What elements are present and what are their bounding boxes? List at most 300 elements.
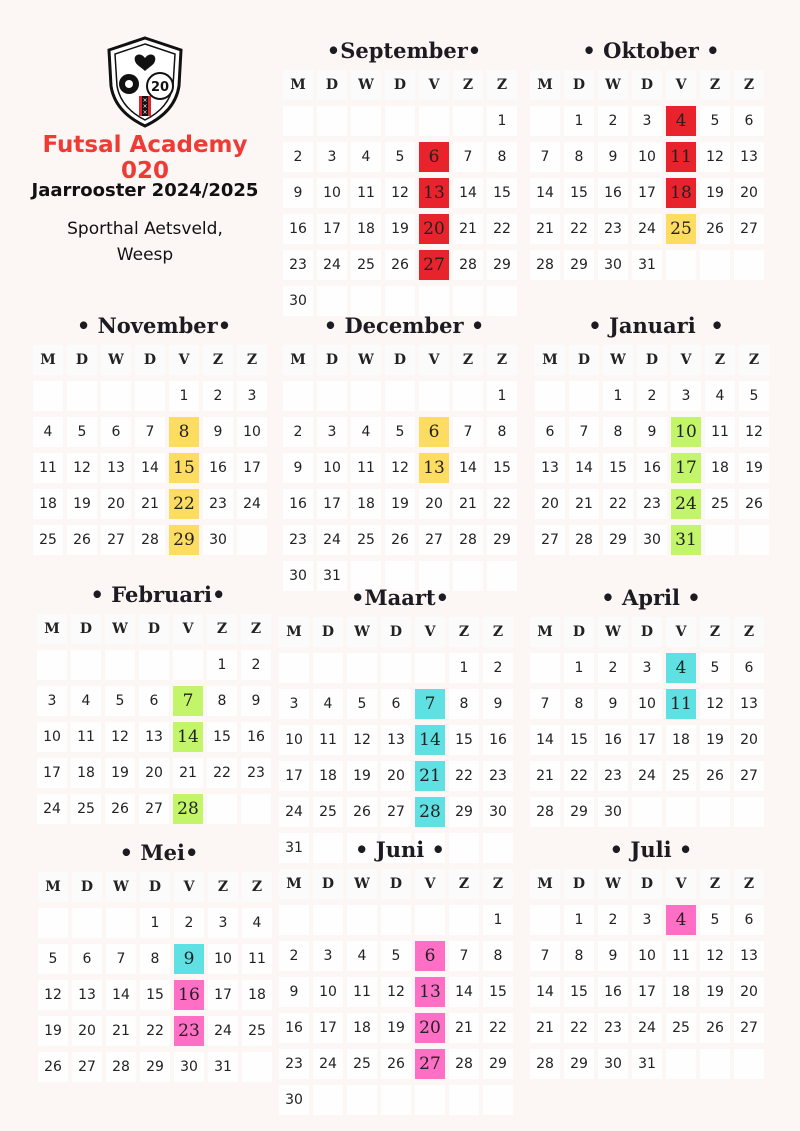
weekday-header: D <box>381 869 411 899</box>
weekday-header: W <box>603 345 633 375</box>
day-cell: 29 <box>564 797 594 827</box>
empty-cell <box>139 650 169 680</box>
day-cell: 18 <box>666 977 696 1007</box>
day-cell: 23 <box>637 489 667 519</box>
weekday-header: V <box>173 614 203 644</box>
day-cell: 1 <box>169 381 199 411</box>
day-cell: 7 <box>530 142 560 172</box>
weekday-header: Z <box>487 70 517 100</box>
day-cell: 26 <box>700 761 730 791</box>
day-cell: 21 <box>135 489 165 519</box>
day-cell: 2 <box>598 905 628 935</box>
day-cell: 8 <box>564 689 594 719</box>
day-cell: 22 <box>564 214 594 244</box>
training-day: 6 <box>415 941 445 971</box>
day-cell: 3 <box>313 941 343 971</box>
empty-cell <box>37 650 67 680</box>
training-day: 22 <box>169 489 199 519</box>
day-cell: 11 <box>71 722 101 752</box>
day-cell: 4 <box>347 941 377 971</box>
weekday-header: Z <box>207 614 237 644</box>
month-title: • Juli • <box>609 837 693 862</box>
training-day: 14 <box>415 725 445 755</box>
empty-cell <box>347 653 377 683</box>
training-day: 4 <box>666 905 696 935</box>
day-cell: 29 <box>449 797 479 827</box>
day-cell: 23 <box>283 525 313 555</box>
day-cell: 30 <box>598 797 628 827</box>
weekday-header: D <box>381 617 411 647</box>
day-cell: 2 <box>283 417 313 447</box>
day-cell: 26 <box>347 797 377 827</box>
weekday-header: D <box>564 869 594 899</box>
weekday-header: Z <box>700 617 730 647</box>
day-cell: 2 <box>174 908 204 938</box>
weekday-header: V <box>666 869 696 899</box>
weekday-header: Z <box>734 70 764 100</box>
training-day: 23 <box>174 1016 204 1046</box>
day-cell: 27 <box>535 525 565 555</box>
day-cell: 11 <box>33 453 63 483</box>
training-day: 14 <box>173 722 203 752</box>
empty-cell <box>419 106 449 136</box>
day-cell: 20 <box>734 178 764 208</box>
day-cell: 24 <box>632 1013 662 1043</box>
weekday-header: M <box>37 614 67 644</box>
weekday-header: D <box>385 345 415 375</box>
day-cell: 6 <box>734 106 764 136</box>
empty-cell <box>381 905 411 935</box>
empty-cell <box>381 1085 411 1115</box>
day-cell: 25 <box>242 1016 272 1046</box>
day-cell: 19 <box>385 214 415 244</box>
day-cell: 30 <box>483 797 513 827</box>
day-cell: 1 <box>564 905 594 935</box>
day-cell: 22 <box>483 1013 513 1043</box>
schedule-subtitle: Jaarrooster 2024/2025 <box>31 180 259 201</box>
empty-cell <box>487 286 517 316</box>
day-cell: 10 <box>237 417 267 447</box>
weekday-header: M <box>33 345 63 375</box>
venue-address <box>20 216 270 268</box>
day-cell: 23 <box>598 1013 628 1043</box>
day-cell: 7 <box>449 941 479 971</box>
day-cell: 26 <box>38 1052 68 1082</box>
day-cell: 28 <box>569 525 599 555</box>
day-cell: 30 <box>598 250 628 280</box>
day-cell: 19 <box>700 178 730 208</box>
training-day: 16 <box>174 980 204 1010</box>
day-cell: 6 <box>72 944 102 974</box>
weekday-header: W <box>347 869 377 899</box>
day-cell: 24 <box>237 489 267 519</box>
day-cell: 1 <box>140 908 170 938</box>
weekday-header: D <box>637 345 667 375</box>
day-cell: 2 <box>283 142 313 172</box>
empty-cell <box>530 106 560 136</box>
day-cell: 3 <box>37 686 67 716</box>
day-cell: 5 <box>385 142 415 172</box>
day-cell: 14 <box>530 725 560 755</box>
day-cell: 11 <box>347 977 377 1007</box>
day-cell: 5 <box>67 417 97 447</box>
training-day: 7 <box>173 686 203 716</box>
day-cell: 26 <box>700 214 730 244</box>
empty-cell <box>313 905 343 935</box>
weekday-header: Z <box>700 70 730 100</box>
weekday-header: Z <box>208 872 238 902</box>
day-cell: 22 <box>207 758 237 788</box>
day-cell: 16 <box>279 1013 309 1043</box>
day-cell: 14 <box>530 178 560 208</box>
day-cell: 1 <box>603 381 633 411</box>
day-cell: 2 <box>598 653 628 683</box>
training-day: 6 <box>419 142 449 172</box>
empty-cell <box>705 525 735 555</box>
empty-cell <box>351 381 381 411</box>
training-day: 31 <box>671 525 701 555</box>
day-cell: 4 <box>71 686 101 716</box>
day-cell: 28 <box>453 525 483 555</box>
day-cell: 26 <box>700 1013 730 1043</box>
weekday-header: D <box>313 869 343 899</box>
day-cell: 27 <box>139 794 169 824</box>
day-cell: 8 <box>487 142 517 172</box>
training-day: 4 <box>666 106 696 136</box>
weekday-header: Z <box>734 617 764 647</box>
day-cell: 12 <box>700 142 730 172</box>
day-cell: 11 <box>666 941 696 971</box>
day-cell: 6 <box>139 686 169 716</box>
day-cell: 17 <box>208 980 238 1010</box>
weekday-header: M <box>535 345 565 375</box>
day-cell: 3 <box>317 142 347 172</box>
weekday-header: W <box>347 617 377 647</box>
training-day: 4 <box>666 653 696 683</box>
day-cell: 25 <box>666 1013 696 1043</box>
weekday-header: W <box>351 70 381 100</box>
day-cell: 6 <box>535 417 565 447</box>
day-cell: 5 <box>700 653 730 683</box>
training-day: 24 <box>671 489 701 519</box>
empty-cell <box>449 905 479 935</box>
day-cell: 22 <box>449 761 479 791</box>
day-cell: 12 <box>700 689 730 719</box>
day-cell: 3 <box>208 908 238 938</box>
day-cell: 5 <box>38 944 68 974</box>
day-cell: 10 <box>279 725 309 755</box>
training-day: 13 <box>419 178 449 208</box>
empty-cell <box>700 250 730 280</box>
day-cell: 10 <box>632 689 662 719</box>
weekday-header: W <box>101 345 131 375</box>
venue-line-1: Sporthal Aetsveld, <box>67 219 223 239</box>
day-cell: 20 <box>381 761 411 791</box>
day-cell: 7 <box>569 417 599 447</box>
day-cell: 28 <box>530 797 560 827</box>
day-cell: 13 <box>381 725 411 755</box>
day-cell: 25 <box>351 250 381 280</box>
day-cell: 26 <box>385 525 415 555</box>
empty-cell <box>666 1049 696 1079</box>
day-cell: 23 <box>241 758 271 788</box>
weekday-header: D <box>632 869 662 899</box>
day-cell: 8 <box>487 417 517 447</box>
day-cell: 27 <box>734 1013 764 1043</box>
day-cell: 1 <box>483 905 513 935</box>
day-cell: 19 <box>38 1016 68 1046</box>
empty-cell <box>279 905 309 935</box>
empty-cell <box>101 381 131 411</box>
day-cell: 24 <box>632 214 662 244</box>
day-cell: 28 <box>453 250 483 280</box>
day-cell: 16 <box>598 977 628 1007</box>
day-cell: 12 <box>700 941 730 971</box>
day-cell: 10 <box>632 142 662 172</box>
weekday-header: D <box>313 617 343 647</box>
day-cell: 4 <box>313 689 343 719</box>
day-cell: 28 <box>530 250 560 280</box>
day-cell: 9 <box>483 689 513 719</box>
day-cell: 23 <box>483 761 513 791</box>
day-cell: 18 <box>313 761 343 791</box>
academy-title: Futsal Academy 020 <box>42 132 248 184</box>
empty-cell <box>700 797 730 827</box>
day-cell: 6 <box>101 417 131 447</box>
day-cell: 10 <box>317 178 347 208</box>
day-cell: 21 <box>449 1013 479 1043</box>
empty-cell <box>632 797 662 827</box>
empty-cell <box>453 381 483 411</box>
empty-cell <box>449 1085 479 1115</box>
day-cell: 8 <box>603 417 633 447</box>
day-cell: 16 <box>598 725 628 755</box>
day-cell: 31 <box>632 250 662 280</box>
day-cell: 30 <box>279 1085 309 1115</box>
day-cell: 15 <box>487 453 517 483</box>
day-cell: 7 <box>453 417 483 447</box>
day-cell: 19 <box>739 453 769 483</box>
day-cell: 22 <box>487 489 517 519</box>
day-cell: 20 <box>734 977 764 1007</box>
day-cell: 11 <box>351 178 381 208</box>
day-cell: 13 <box>535 453 565 483</box>
day-cell: 8 <box>449 689 479 719</box>
day-cell: 19 <box>385 489 415 519</box>
training-day: 18 <box>666 178 696 208</box>
day-cell: 26 <box>739 489 769 519</box>
empty-cell <box>33 381 63 411</box>
empty-cell <box>419 381 449 411</box>
day-cell: 1 <box>564 653 594 683</box>
day-cell: 13 <box>734 142 764 172</box>
day-cell: 4 <box>351 417 381 447</box>
weekday-header: V <box>671 345 701 375</box>
day-cell: 4 <box>705 381 735 411</box>
day-cell: 23 <box>598 761 628 791</box>
weekday-header: Z <box>700 869 730 899</box>
day-cell: 26 <box>67 525 97 555</box>
day-cell: 1 <box>487 381 517 411</box>
weekday-header: M <box>279 869 309 899</box>
month-title: •September• <box>326 38 482 63</box>
day-cell: 27 <box>72 1052 102 1082</box>
day-cell: 14 <box>453 453 483 483</box>
empty-cell <box>237 525 267 555</box>
day-cell: 12 <box>385 178 415 208</box>
empty-cell <box>415 653 445 683</box>
empty-cell <box>530 653 560 683</box>
empty-cell <box>415 905 445 935</box>
weekday-header: V <box>666 617 696 647</box>
day-cell: 20 <box>419 489 449 519</box>
day-cell: 31 <box>208 1052 238 1082</box>
day-cell: 3 <box>279 689 309 719</box>
day-cell: 16 <box>283 214 313 244</box>
day-cell: 3 <box>317 417 347 447</box>
month-title: • Januari • <box>588 313 724 338</box>
day-cell: 16 <box>598 178 628 208</box>
day-cell: 27 <box>101 525 131 555</box>
day-cell: 14 <box>449 977 479 1007</box>
day-cell: 9 <box>637 417 667 447</box>
weekday-header: M <box>283 70 313 100</box>
day-cell: 6 <box>734 653 764 683</box>
empty-cell <box>72 908 102 938</box>
day-cell: 8 <box>207 686 237 716</box>
day-cell: 15 <box>564 178 594 208</box>
day-cell: 18 <box>351 214 381 244</box>
day-cell: 8 <box>483 941 513 971</box>
weekday-header: Z <box>483 617 513 647</box>
day-cell: 20 <box>72 1016 102 1046</box>
day-cell: 23 <box>598 214 628 244</box>
day-cell: 25 <box>313 797 343 827</box>
training-day: 28 <box>415 797 445 827</box>
day-cell: 5 <box>700 106 730 136</box>
day-cell: 4 <box>351 142 381 172</box>
weekday-header: Z <box>705 345 735 375</box>
training-day: 11 <box>666 142 696 172</box>
day-cell: 2 <box>637 381 667 411</box>
day-cell: 10 <box>313 977 343 1007</box>
empty-cell <box>419 286 449 316</box>
weekday-header: Z <box>453 345 483 375</box>
day-cell: 12 <box>739 417 769 447</box>
day-cell: 9 <box>283 178 313 208</box>
day-cell: 24 <box>632 761 662 791</box>
training-day: 9 <box>174 944 204 974</box>
venue-line-2: Weesp <box>116 245 174 265</box>
day-cell: 12 <box>385 453 415 483</box>
day-cell: 25 <box>347 1049 377 1079</box>
day-cell: 31 <box>317 561 347 591</box>
weekday-header: D <box>317 70 347 100</box>
day-cell: 23 <box>283 250 313 280</box>
empty-cell <box>317 106 347 136</box>
day-cell: 23 <box>203 489 233 519</box>
weekday-header: W <box>105 614 135 644</box>
training-day: 7 <box>415 689 445 719</box>
day-cell: 1 <box>487 106 517 136</box>
day-cell: 8 <box>140 944 170 974</box>
day-cell: 9 <box>598 689 628 719</box>
empty-cell <box>385 106 415 136</box>
training-day: 6 <box>419 417 449 447</box>
day-cell: 25 <box>666 761 696 791</box>
empty-cell <box>530 905 560 935</box>
day-cell: 21 <box>569 489 599 519</box>
day-cell: 22 <box>564 761 594 791</box>
day-cell: 28 <box>530 1049 560 1079</box>
day-cell: 29 <box>603 525 633 555</box>
day-cell: 27 <box>734 761 764 791</box>
svg-text:20: 20 <box>150 80 170 95</box>
day-cell: 17 <box>317 489 347 519</box>
weekday-header: M <box>279 617 309 647</box>
empty-cell <box>38 908 68 938</box>
month-title: • Mei• <box>119 840 199 865</box>
day-cell: 15 <box>564 725 594 755</box>
svg-text:×: × <box>142 103 148 110</box>
day-cell: 15 <box>140 980 170 1010</box>
day-cell: 5 <box>739 381 769 411</box>
day-cell: 30 <box>174 1052 204 1082</box>
day-cell: 31 <box>279 833 309 863</box>
day-cell: 11 <box>242 944 272 974</box>
day-cell: 22 <box>487 214 517 244</box>
empty-cell <box>385 286 415 316</box>
day-cell: 7 <box>106 944 136 974</box>
training-day: 17 <box>671 453 701 483</box>
club-shield-logo <box>105 36 185 128</box>
weekday-header: V <box>415 617 445 647</box>
day-cell: 24 <box>37 794 67 824</box>
day-cell: 9 <box>203 417 233 447</box>
svg-text:×: × <box>142 97 148 104</box>
day-cell: 30 <box>203 525 233 555</box>
weekday-header: V <box>419 345 449 375</box>
empty-cell <box>535 381 565 411</box>
day-cell: 18 <box>71 758 101 788</box>
day-cell: 19 <box>700 977 730 1007</box>
weekday-header: W <box>598 869 628 899</box>
training-day: 13 <box>419 453 449 483</box>
day-cell: 28 <box>449 1049 479 1079</box>
day-cell: 25 <box>33 525 63 555</box>
empty-cell <box>351 286 381 316</box>
day-cell: 13 <box>139 722 169 752</box>
day-cell: 22 <box>603 489 633 519</box>
day-cell: 19 <box>347 761 377 791</box>
day-cell: 10 <box>37 722 67 752</box>
weekday-header: M <box>283 345 313 375</box>
empty-cell <box>739 525 769 555</box>
empty-cell <box>207 794 237 824</box>
day-cell: 25 <box>705 489 735 519</box>
day-cell: 16 <box>241 722 271 752</box>
day-cell: 12 <box>381 977 411 1007</box>
empty-cell <box>173 650 203 680</box>
training-day: 25 <box>666 214 696 244</box>
day-cell: 18 <box>242 980 272 1010</box>
day-cell: 21 <box>106 1016 136 1046</box>
day-cell: 19 <box>105 758 135 788</box>
training-day: 10 <box>671 417 701 447</box>
day-cell: 14 <box>453 178 483 208</box>
day-cell: 30 <box>598 1049 628 1079</box>
weekday-header: V <box>169 345 199 375</box>
